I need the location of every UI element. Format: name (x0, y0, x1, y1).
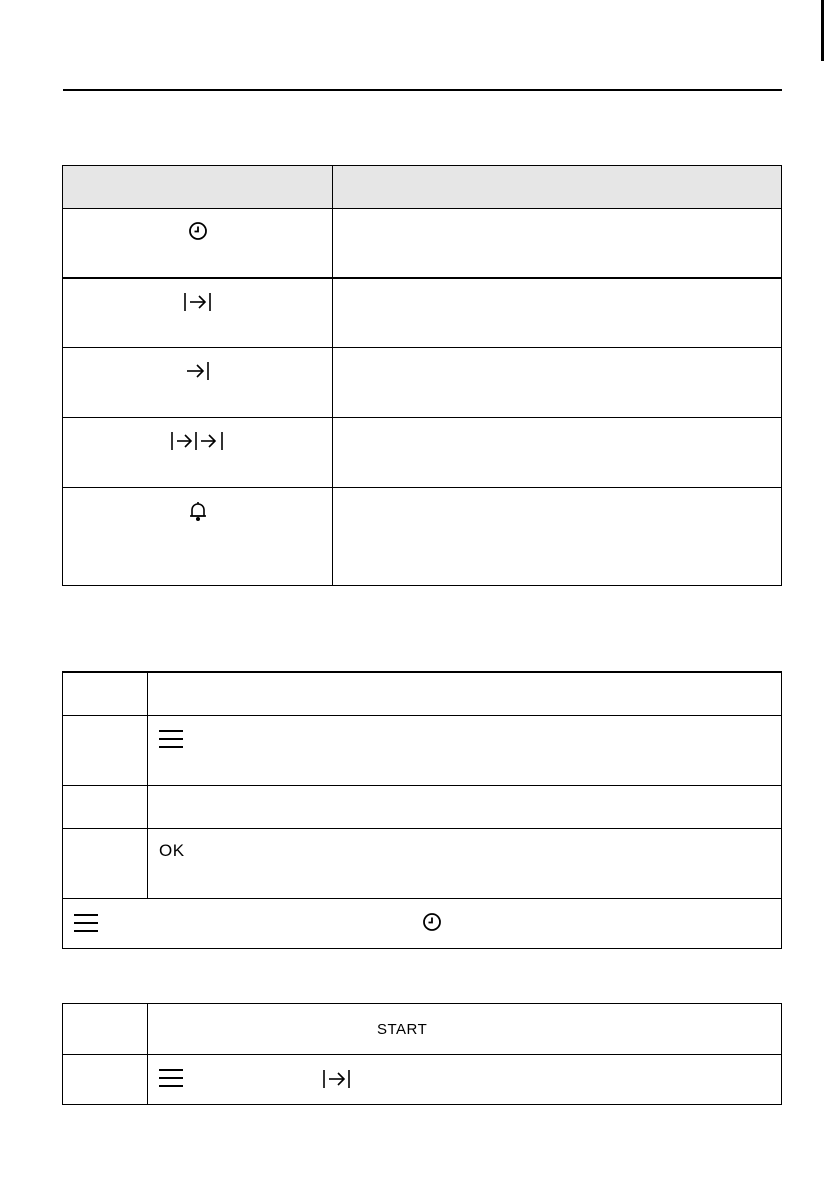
ok-label: OK (159, 840, 185, 860)
table-row (63, 209, 782, 278)
step-number-cell (63, 672, 148, 715)
table-row (63, 278, 782, 348)
steps-table (62, 671, 782, 949)
header-cell (63, 166, 333, 209)
step-number-cell (63, 1055, 148, 1105)
clock-icon (422, 912, 442, 932)
clock-functions-table (62, 165, 782, 586)
table-row (63, 715, 782, 785)
table-row (63, 418, 782, 488)
duration-icon (322, 1068, 352, 1090)
duration-icon (183, 291, 213, 313)
bell-icon (188, 500, 208, 522)
step-number-cell (63, 785, 148, 828)
menu-icon (159, 1067, 183, 1089)
menu-icon (159, 728, 183, 750)
step-number-cell (63, 715, 148, 785)
table-row (63, 348, 782, 418)
step-number-cell (63, 1004, 148, 1055)
header-cell (333, 166, 782, 209)
start-label: START (377, 1021, 428, 1038)
time-delay-icon (170, 430, 226, 452)
top-rule (63, 89, 782, 91)
table-row (63, 1055, 782, 1105)
table-row (63, 828, 782, 898)
table-row (63, 488, 782, 586)
table-header-row (63, 166, 782, 209)
menu-icon (74, 912, 98, 934)
end-icon (185, 360, 211, 382)
step-number-cell (63, 828, 148, 898)
page-edge-marker (821, 0, 824, 61)
table-footer-row (63, 898, 782, 948)
table-row (63, 1004, 782, 1055)
table-row (63, 672, 782, 715)
table-row (63, 785, 782, 828)
steps-table-2 (62, 1003, 782, 1105)
clock-icon (188, 221, 208, 241)
